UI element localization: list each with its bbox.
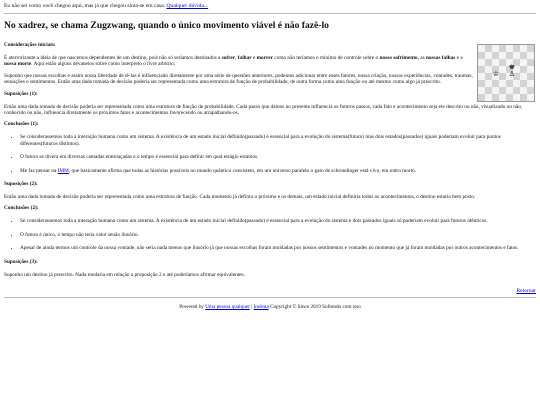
board-square — [478, 73, 485, 80]
black-king-icon: ♚ — [508, 63, 515, 71]
board-square — [492, 52, 499, 59]
white-pawn-icon: ♙ — [508, 70, 515, 78]
board-square — [499, 73, 506, 80]
board-square — [499, 80, 506, 87]
list-item: • Apesar de ainda termos um controle da nossa vontade, não seria nada menos que ilusório já que nossas escolhas foram moldadas por nossos sentimentos e vontades no momento que já foram moldadas por outros acontecimentos e fatos. — [20, 245, 536, 251]
board-square — [527, 80, 534, 87]
board-square — [513, 87, 520, 94]
list-item: • O futuro é único, o tempo não teria valor senão ilusório. — [20, 232, 536, 238]
intro-text: Eu não sei como você chegou aqui, mas já que chegou sinta-se em casa. — [4, 3, 166, 9]
suppositions-3-heading: Suposições (3): — [4, 258, 38, 265]
board-square — [520, 80, 527, 87]
board-square — [506, 80, 513, 87]
considerations-heading: Considerações iniciais: — [4, 42, 56, 48]
page-title: No xadrez, se chama Zugzwang, quando o único movimento viável é não fazê-lo — [4, 20, 329, 31]
board-square — [492, 59, 499, 66]
board-square — [520, 66, 527, 73]
board-square — [492, 94, 499, 101]
board-square — [520, 94, 527, 101]
board-square — [478, 87, 485, 94]
chessboard — [477, 44, 535, 102]
board-square — [506, 87, 513, 94]
intro-line — [4, 2, 536, 10]
board-square — [478, 80, 485, 87]
board-square — [520, 52, 527, 59]
board-square — [485, 66, 492, 73]
board-square — [478, 45, 485, 52]
board-square — [499, 45, 506, 52]
board-square — [527, 45, 534, 52]
board-square — [478, 94, 485, 101]
board-square — [527, 52, 534, 59]
board-square — [499, 59, 506, 66]
board-square — [527, 73, 534, 80]
suppositions-3-text: Suponho um destino já prescrito. Nada mudaria em relação a proposição 2 e até poderíamos afirmar equivalentes. — [4, 271, 245, 278]
board-square — [499, 52, 506, 59]
list-item: • Me faz pensar na IMM, que basicamente afirma que todas as histórias possíveis no mundo quântico coexistem, em um universo paralelo o gato de schrondinger está vivo, em outro morto. — [20, 168, 536, 174]
board-square — [485, 52, 492, 59]
bottom-divider — [4, 297, 536, 298]
board-square — [485, 87, 492, 94]
suppositions-2-heading: Suposições (2): — [4, 181, 38, 188]
board-square — [492, 87, 499, 94]
footer-link-person[interactable]: Uma pessoa qualquer — [205, 304, 250, 311]
list-item: • Se considerassemos toda a interação humana como um sistema. A existência de um estado inicial definido(passado) é essencial para a evolução do sistema e dois passados iguais só poderiam evoluir para futuros idênticos. — [20, 218, 536, 224]
board-square — [520, 73, 527, 80]
board-square — [506, 94, 513, 101]
footer-link-insomnia[interactable]: Insônia — [253, 304, 269, 311]
considerations-paragraph-2: Suponho que nossas escolhas e assim nossa liberdade de tê-las é influenciado diretamente por uma série de questões anteriores, podemos adicionar entre esses fatores, nossa criação, nossas experiências, vontades, traumas, sensações e sentimentos. Então uma dada tomada de decisão poderia ser representada como uma estrutura de função de probabilidade, de outra forma como uma função ou até mesmo como algo já prescrito. — [4, 72, 473, 86]
board-square — [527, 66, 534, 73]
board-square — [485, 80, 492, 87]
board-square — [492, 80, 499, 87]
board-square — [513, 45, 520, 52]
white-king-icon: ♔ — [492, 70, 499, 78]
board-square — [478, 66, 485, 73]
suppositions-1-text: Então uma dada tomada de decisão poderia ser representada como uma estrutura de função de probabilidade. Cada passo que damos no presente influencia os futuros passos, cada fato e acontecimento seja ele descrito ou não, visualizado ou não, conhecido ou não, influencia diretamente os próximos fatos e acontecimentos favorecendo ou atrapalhando-os. — [4, 103, 523, 117]
list-item: • Se considerassemos toda a interação humana como um sistema. A existência de um estado inicial definido(passado) é essencial para a evolução do sistema(futuro) mas dois estados(passados) iguais poderiam evoluir para pontos diferentes(futuros distintos). — [20, 134, 536, 147]
help-link[interactable]: Qualquer dúvida... — [166, 3, 209, 9]
considerations-paragraph-1: É aterrorizante a ideia de que nascemos dependentes de um destino, pois não só seríamos destinados a sofrer, falhar e morrer como não teríamos o mínimo de controle sobre o nosso sofrimento, as nossas falhas e a nossa morte. Aqui estão alguns devaneios sobre como interpreto o livre arbítrio. — [4, 55, 463, 68]
top-divider — [4, 13, 536, 14]
board-square — [520, 59, 527, 66]
suppositions-2-text: Então uma dada tomada de decisão poderia ser representada como uma estrutura de função. Cada momento já definiu o próximo e os demais, um estado inicial definiria todos os acontecimentos, o destino estaria bem posto. — [4, 194, 476, 201]
board-square — [513, 80, 520, 87]
board-square — [527, 59, 534, 66]
board-square — [485, 94, 492, 101]
board-square — [527, 87, 534, 94]
board-square — [499, 66, 506, 73]
board-square — [478, 59, 485, 66]
conclusions-1-heading: Conclusões (1): — [4, 121, 39, 128]
conclusions-2-list — [4, 218, 536, 251]
list-item: • O futuro se divera em diversas camadas entrelaçadas e o tempo é essencial para definir em qual estágio estamos. — [20, 154, 536, 160]
board-square — [478, 52, 485, 59]
return-link[interactable]: Retornar — [516, 288, 536, 295]
page — [0, 2, 540, 407]
board-square — [520, 87, 527, 94]
board-square — [506, 45, 513, 52]
board-square — [499, 87, 506, 94]
board-square — [513, 94, 520, 101]
board-square — [506, 52, 513, 59]
board-square — [527, 94, 534, 101]
board-square — [513, 52, 520, 59]
board-square — [485, 45, 492, 52]
board-square — [485, 59, 492, 66]
footer: Powered by Uma pessoa qualquer | Insônia Copyright © Since 2019 Sofrendo com isso — [179, 304, 361, 311]
suppositions-1-heading: Suposições (1): — [4, 90, 38, 97]
imm-link[interactable]: IMM — [57, 167, 69, 174]
return-row — [4, 288, 536, 294]
board-square — [520, 45, 527, 52]
conclusions-1-list — [4, 134, 536, 174]
conclusions-2-heading: Conclusões (2): — [4, 205, 39, 212]
board-square — [485, 73, 492, 80]
board-square — [492, 45, 499, 52]
board-square — [499, 94, 506, 101]
